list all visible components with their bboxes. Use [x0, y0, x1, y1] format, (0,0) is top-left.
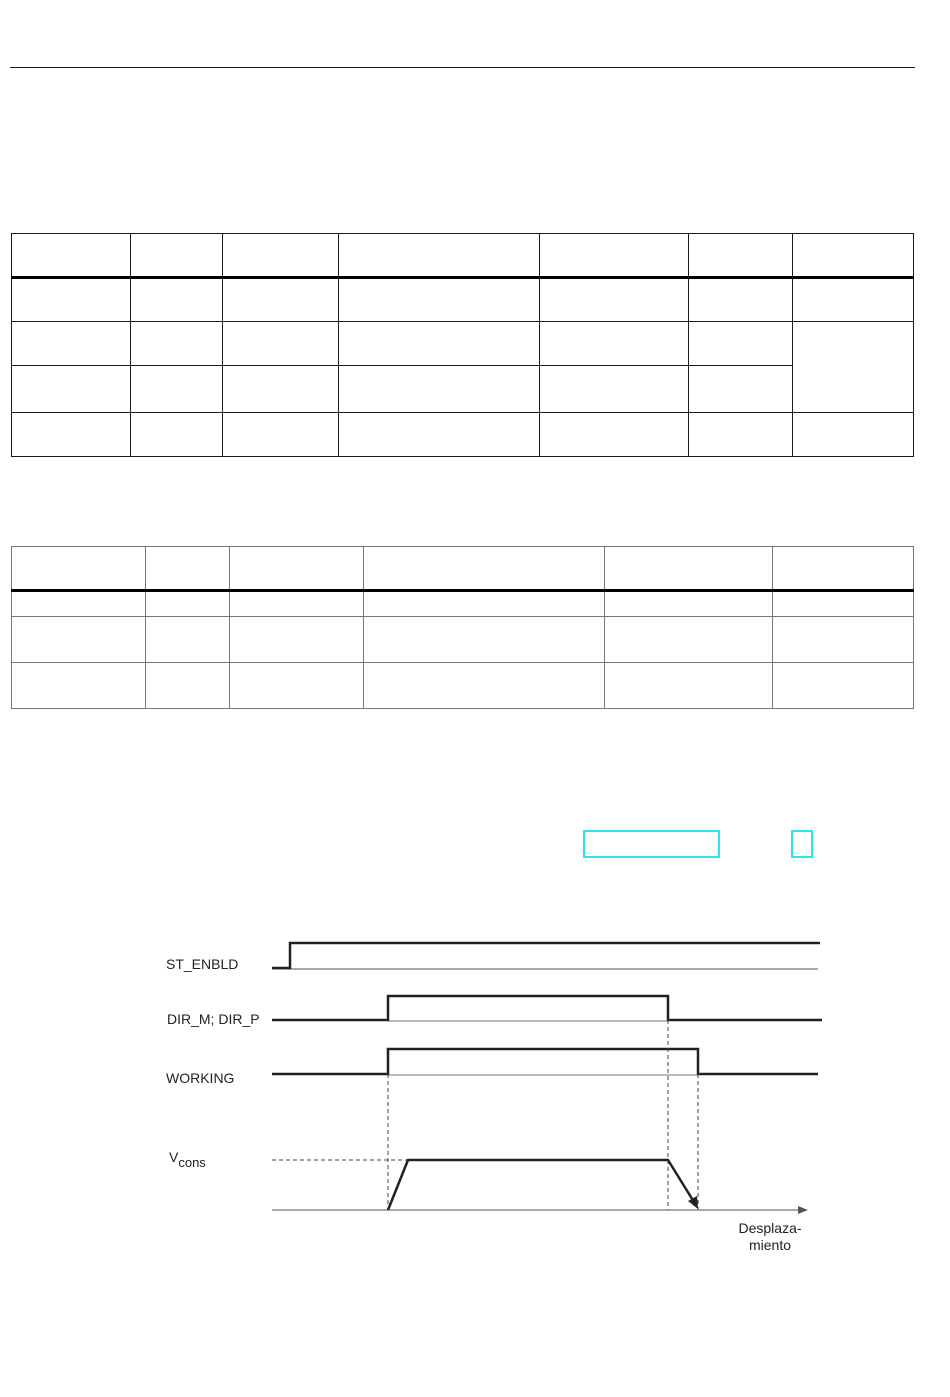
working-label: WORKING	[166, 1070, 235, 1086]
table-row	[12, 413, 914, 457]
velocity-arrowhead	[688, 1196, 698, 1209]
table-header-cell	[773, 547, 914, 591]
table-cell	[364, 617, 605, 663]
table-cell	[689, 366, 793, 413]
table-header-cell	[689, 234, 793, 278]
displacement-label-line1: Desplaza-	[738, 1220, 802, 1236]
table-cell	[540, 366, 689, 413]
table-cell	[12, 413, 131, 457]
table-cell	[339, 322, 540, 366]
table-header-cell	[146, 547, 230, 591]
table-cell	[689, 413, 793, 457]
table-cell	[339, 413, 540, 457]
table-cell	[689, 278, 793, 322]
axis-arrowhead	[798, 1206, 808, 1214]
working-waveform	[272, 1049, 818, 1074]
parameter-table-1	[11, 233, 914, 457]
table-row	[12, 591, 914, 617]
table-cell	[605, 591, 773, 617]
table-cell	[12, 322, 131, 366]
table-header-cell	[364, 547, 605, 591]
table-header-cell	[793, 234, 914, 278]
table-cell	[131, 366, 223, 413]
table-cell	[131, 278, 223, 322]
table-cell	[12, 366, 131, 413]
table-cell	[146, 617, 230, 663]
table-header-cell	[230, 547, 364, 591]
parameter-table-2	[11, 546, 914, 709]
table-cell	[12, 663, 146, 709]
table-row	[12, 366, 914, 413]
table-row	[12, 617, 914, 663]
table-cell	[339, 278, 540, 322]
table-cell	[131, 413, 223, 457]
table-cell	[540, 278, 689, 322]
table-header-cell	[131, 234, 223, 278]
table-cell	[364, 663, 605, 709]
velocity-profile	[388, 1160, 694, 1210]
dir-label: DIR_M; DIR_P	[167, 1011, 260, 1027]
timing-diagram	[0, 900, 950, 1280]
table-cell	[230, 663, 364, 709]
table-cell	[689, 322, 793, 366]
table-cell	[364, 591, 605, 617]
displacement-label-line2: miento	[748, 1237, 792, 1253]
table-merged-cell	[793, 322, 914, 413]
table-cell	[605, 663, 773, 709]
table-row	[12, 663, 914, 709]
table-cell	[131, 322, 223, 366]
table-cell	[223, 278, 339, 322]
highlight-marker-box[interactable]	[791, 830, 813, 858]
table-cell	[12, 278, 131, 322]
table-cell	[223, 322, 339, 366]
st-enbld-waveform	[272, 943, 820, 968]
highlight-link-box[interactable]	[583, 830, 720, 858]
table-cell	[540, 322, 689, 366]
header-rule	[10, 67, 915, 68]
table-row	[12, 278, 914, 322]
table-header-cell	[12, 234, 131, 278]
table-header-row	[12, 547, 914, 591]
table-cell	[773, 617, 914, 663]
table-header-cell	[605, 547, 773, 591]
table-cell	[230, 617, 364, 663]
table-cell	[12, 591, 146, 617]
table-cell	[773, 663, 914, 709]
st-enbld-label: ST_ENBLD	[166, 956, 239, 972]
table-cell	[793, 278, 914, 322]
table-header-cell	[223, 234, 339, 278]
table-cell	[793, 413, 914, 457]
table-header-cell	[339, 234, 540, 278]
table-cell	[146, 663, 230, 709]
table-cell	[230, 591, 364, 617]
table-header-row	[12, 234, 914, 278]
table-cell	[223, 413, 339, 457]
table-cell	[339, 366, 540, 413]
table-cell	[540, 413, 689, 457]
dir-waveform	[272, 996, 822, 1020]
table-cell	[12, 617, 146, 663]
table-row	[12, 322, 914, 366]
table-cell	[146, 591, 230, 617]
table-cell	[773, 591, 914, 617]
table-header-cell	[540, 234, 689, 278]
vcons-label: Vcons	[169, 1149, 206, 1170]
table-cell	[605, 617, 773, 663]
table-cell	[223, 366, 339, 413]
table-header-cell	[12, 547, 146, 591]
